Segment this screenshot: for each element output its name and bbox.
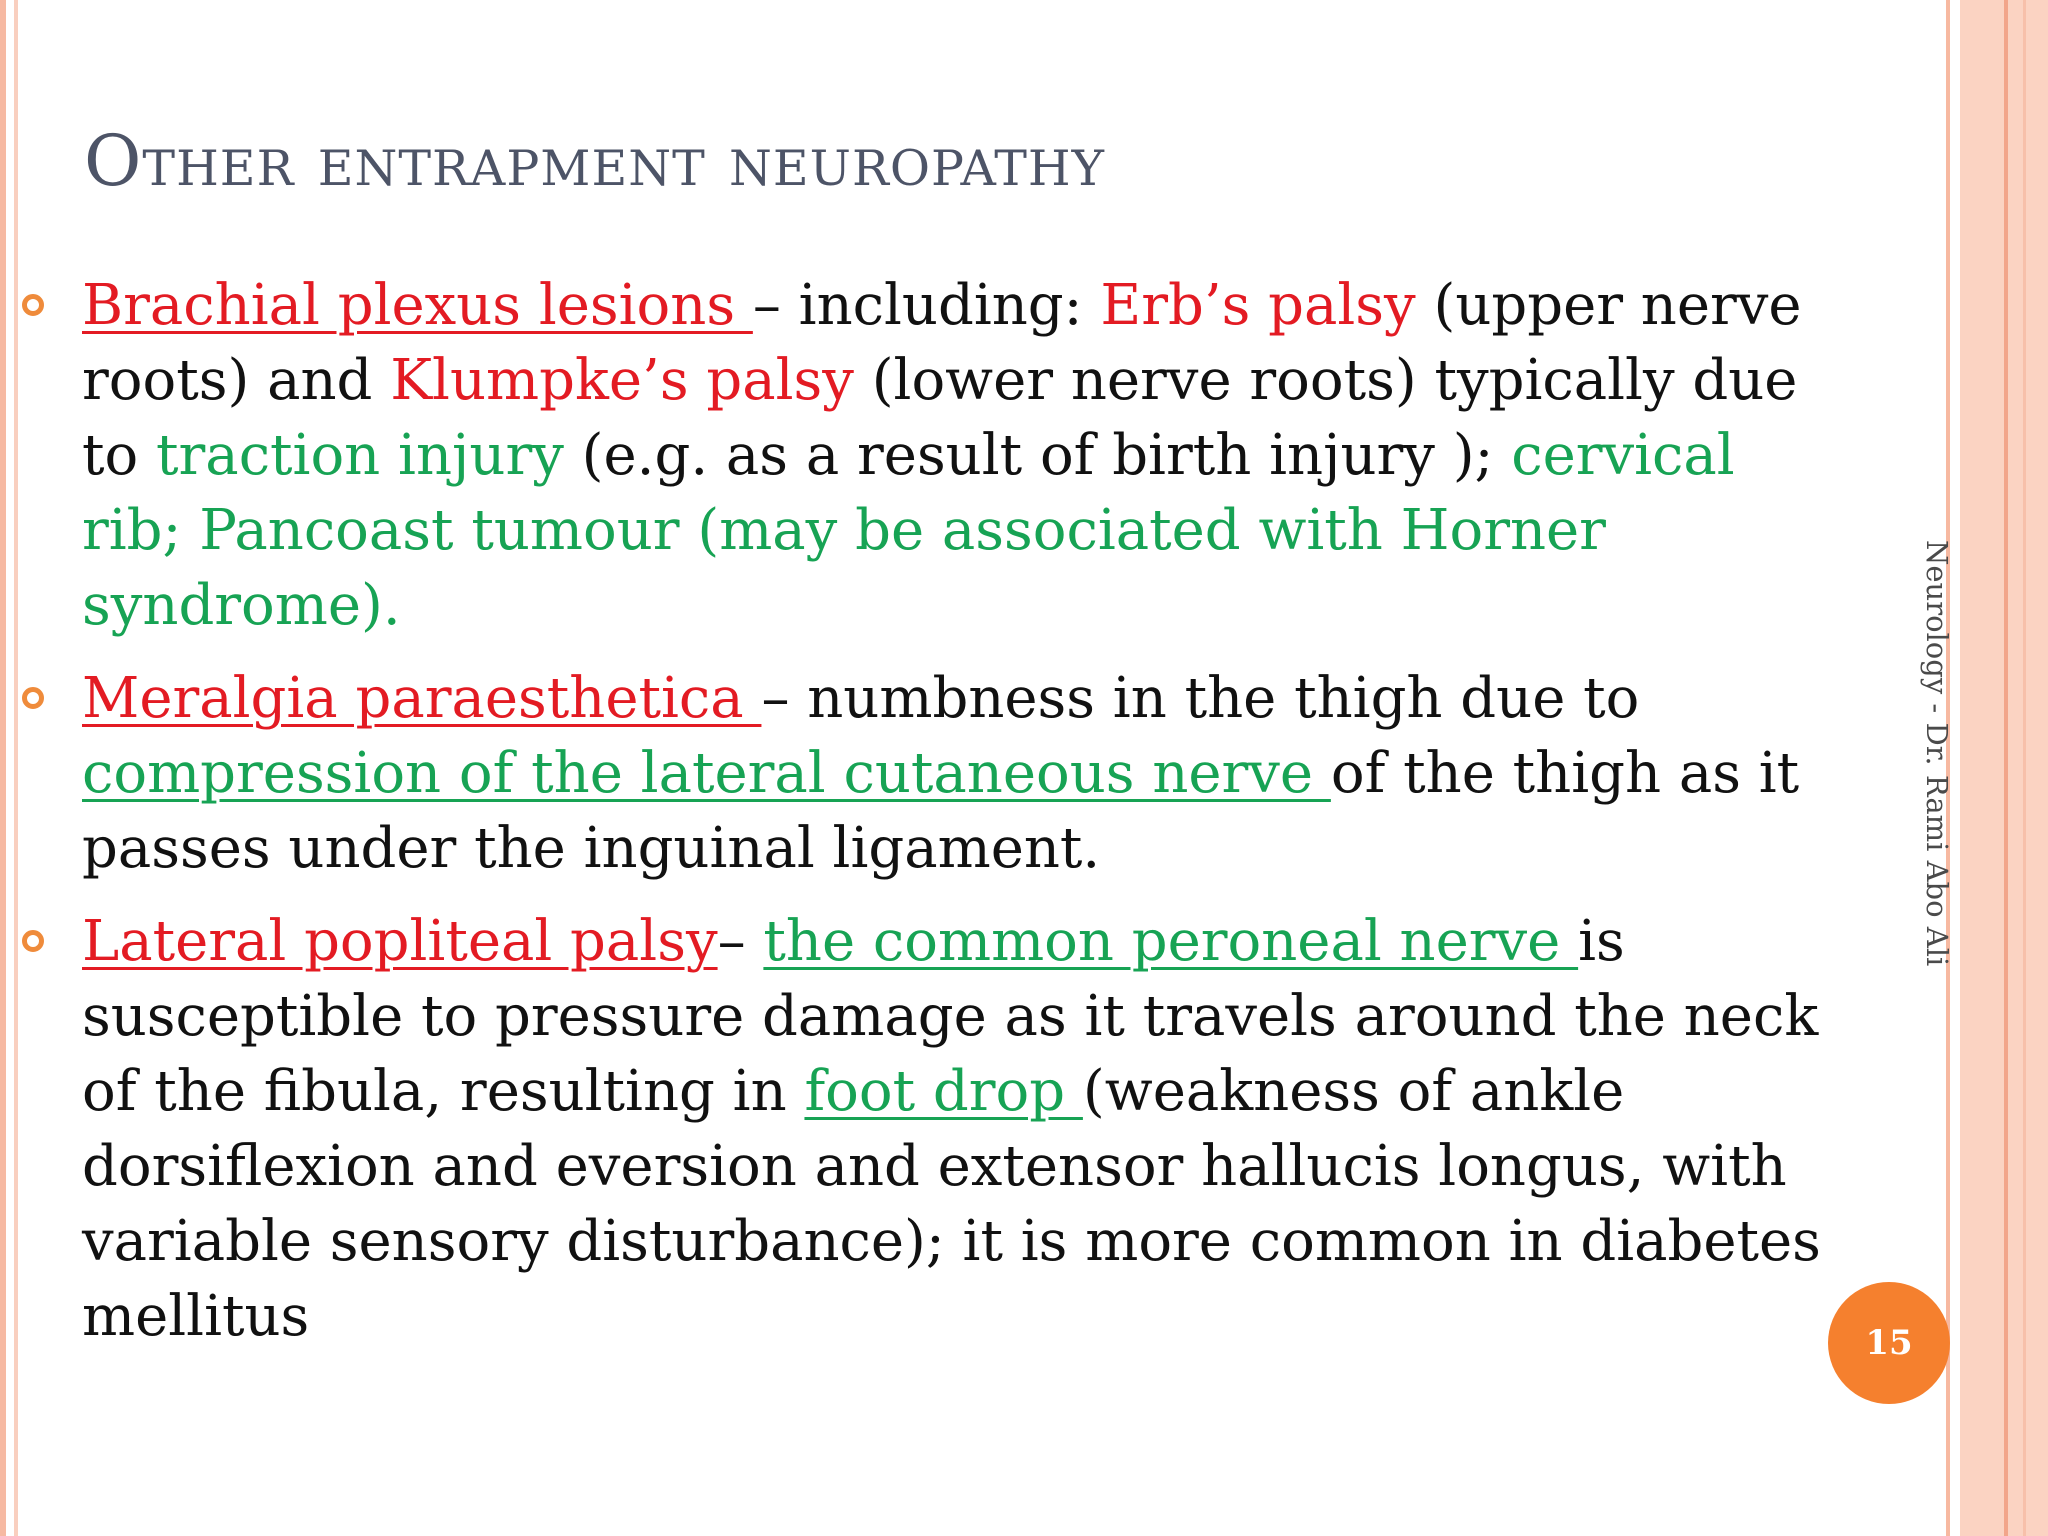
vertical-footer-label: Neurology - Dr. Rami Abo Ali — [1920, 540, 1954, 967]
bullet-list — [82, 268, 1822, 1372]
term-erbs-palsy: Erb’s palsy — [1100, 273, 1416, 338]
bullet-lateral-popliteal — [82, 904, 1822, 1354]
term-meralgia-paraesthetica: Meralgia paraesthetica — [82, 666, 762, 731]
text-segment: – including: — [752, 273, 1101, 338]
text-segment: (weakness of ankle dorsiflexion and eversion and extensor hallucis longus, with variable sensory disturbance); it is more common in diabetes mellitus — [82, 1059, 1821, 1349]
page-number-badge: 15 — [1828, 1282, 1950, 1404]
bullet-meralgia — [82, 661, 1822, 886]
text-segment: is susceptible to pressure damage as it travels around the neck of the fibula, resulting in — [82, 909, 1819, 1124]
term-klumpkes-palsy: Klumpke’s palsy — [390, 348, 854, 413]
right-border-line — [2004, 0, 2008, 1536]
text-segment: (e.g. as a result of birth injury ); — [563, 423, 1512, 488]
term-traction-injury: traction injury — [156, 423, 564, 488]
bullet-ring-icon — [22, 687, 44, 709]
right-border-line — [2023, 0, 2026, 1536]
text-segment: (lower nerve roots) typically due to — [82, 348, 1798, 488]
left-inner-stripe — [14, 0, 18, 1536]
term-foot-drop: foot drop — [804, 1059, 1083, 1124]
term-lateral-cutaneous-nerve: compression of the lateral cutaneous nerve — [82, 741, 1331, 806]
bullet-ring-icon — [22, 930, 44, 952]
bullet-brachial-plexus — [82, 268, 1822, 643]
text-segment: of the thigh as it passes under the inguinal ligament. — [82, 741, 1800, 881]
term-common-peroneal-nerve: the common peroneal nerve — [763, 909, 1579, 974]
left-border-stripe — [0, 0, 6, 1536]
term-lateral-popliteal-palsy: Lateral popliteal palsy — [82, 909, 718, 974]
text-segment: – — [717, 909, 764, 974]
term-cervical-rib-pancoast: cervical rib; Pancoast tumour (may be associated with Horner syndrome). — [82, 423, 1735, 638]
text-segment: (upper nerve roots) and — [82, 273, 1802, 413]
term-brachial-plexus-lesions: Brachial plexus lesions — [82, 273, 753, 338]
text-segment: – numbness in the thigh due to — [761, 666, 1640, 731]
slide-title: Other entrapment neuropathy — [84, 120, 1105, 202]
bullet-ring-icon — [22, 294, 44, 316]
